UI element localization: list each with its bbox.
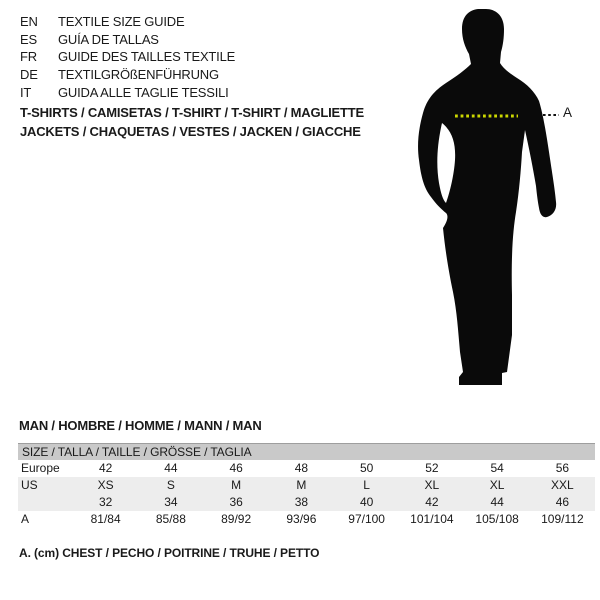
language-code: DE: [20, 67, 38, 83]
table-row-us-number: [18, 494, 595, 511]
language-row: [20, 66, 235, 84]
size-cell: 48: [294, 461, 309, 475]
size-cell: XXL: [551, 478, 574, 492]
table-row-europe: [18, 460, 595, 477]
language-row: [20, 13, 235, 31]
size-cell: 101/104: [410, 512, 454, 526]
size-cell: 56: [555, 461, 570, 475]
size-cell: 109/112: [541, 512, 584, 526]
size-cell: 54: [490, 461, 504, 475]
category-list: [20, 104, 364, 141]
man-silhouette-path: [418, 9, 556, 385]
size-cell: 44: [164, 461, 178, 475]
row-label: A: [21, 512, 30, 526]
size-cell: 44: [490, 495, 504, 509]
language-title: TEXTILE SIZE GUIDE: [58, 14, 185, 30]
category-tshirts: T-SHIRTS / CAMISETAS / T-SHIRT / T-SHIRT / MAGLIETTE: [20, 105, 364, 120]
language-code: EN: [20, 14, 38, 30]
language-row: [20, 48, 235, 66]
language-title: GUIDA ALLE TAGLIE TESSILI: [58, 84, 229, 100]
language-title: TEXTILGRÖßENFÜHRUNG: [58, 67, 219, 83]
measure-label-a: A: [563, 105, 573, 120]
size-cell: L: [363, 478, 370, 492]
size-cell: 81/84: [90, 512, 121, 526]
size-cell: 38: [294, 495, 309, 509]
size-cell: XL: [489, 478, 505, 492]
size-cell: 46: [555, 495, 570, 509]
size-cell: 42: [98, 461, 113, 475]
size-table: [18, 443, 595, 528]
measurement-figure: [415, 0, 590, 400]
size-cell: XS: [97, 478, 114, 492]
size-cell: 85/88: [155, 512, 186, 526]
language-code: ES: [20, 31, 37, 47]
size-cell: S: [166, 478, 175, 492]
size-cell: M: [296, 478, 307, 492]
language-row: [20, 83, 235, 101]
size-cell: XL: [424, 478, 440, 492]
table-row-chest: [18, 511, 595, 528]
size-cell: 105/108: [475, 512, 519, 526]
language-title: GUIDE DES TAILLES TEXTILE: [58, 49, 236, 65]
size-cell: 93/96: [286, 512, 317, 526]
measurement-footnote: A. (cm) CHEST / PECHO / POITRINE / TRUHE / PETTO: [19, 546, 320, 560]
row-label: US: [21, 478, 38, 492]
size-cell: M: [231, 478, 242, 492]
size-cell: 32: [98, 495, 113, 509]
row-label: Europe: [21, 461, 60, 475]
language-code: FR: [20, 49, 37, 65]
row-label: [18, 494, 73, 511]
size-cell: 34: [164, 495, 178, 509]
category-jackets: JACKETS / CHAQUETAS / VESTES / JACKEN / GIACCHE: [20, 123, 361, 139]
size-cell: 97/100: [348, 512, 385, 526]
table-row-us-letter: [18, 477, 595, 494]
size-cell: 89/92: [221, 512, 252, 526]
table-header: SIZE / TALLA / TAILLE / GRÖSSE / TAGLIA: [18, 443, 595, 460]
language-code: IT: [20, 84, 32, 100]
size-cell: 36: [229, 495, 243, 509]
section-title-man: MAN / HOMBRE / HOMME / MANN / MAN: [19, 418, 262, 433]
size-cell: 46: [229, 461, 243, 475]
size-cell: 40: [359, 495, 374, 509]
size-cell: 42: [425, 495, 439, 509]
man-silhouette: [415, 0, 590, 400]
language-title: GUÍA DE TALLAS: [58, 31, 159, 47]
size-cell: 50: [359, 461, 374, 475]
language-list: [20, 13, 235, 101]
language-row: [20, 31, 235, 49]
size-cell: 52: [425, 461, 439, 475]
